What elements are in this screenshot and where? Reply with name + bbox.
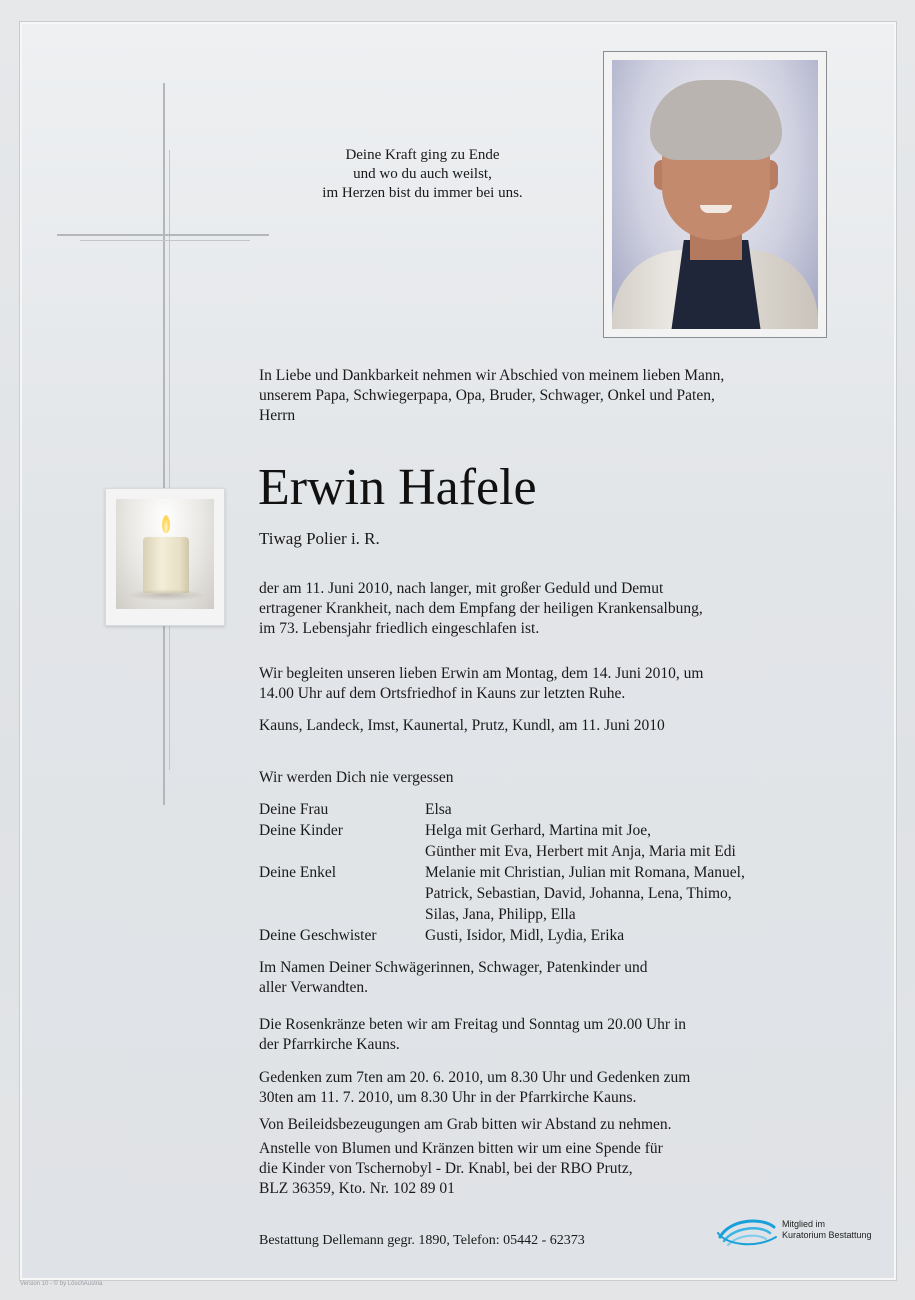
family-label: Deine Kinder	[259, 822, 343, 839]
condolence-line: Von Beileidsbezeugungen am Grab bitten wir Abstand zu nehmen.	[259, 1116, 672, 1133]
donation-line: Anstelle von Blumen und Kränzen bitten wir um eine Spende für	[259, 1140, 663, 1157]
portrait-photo-frame	[603, 51, 827, 338]
family-row	[259, 925, 745, 946]
donation-line: BLZ 36359, Kto. Nr. 102 89 01	[259, 1180, 455, 1197]
family-row	[259, 862, 745, 925]
candle-flame	[162, 515, 170, 533]
family-names	[425, 925, 624, 946]
memorial-note	[259, 1068, 690, 1108]
logo-line: Kuratorium Bestattung	[782, 1230, 872, 1240]
rosary-line: der Pfarrkirche Kauns.	[259, 1036, 400, 1053]
family-names	[425, 799, 452, 820]
funeral-home-footer: Bestattung Dellemann gegr. 1890, Telefon: 05442 - 62373	[259, 1233, 585, 1248]
deceased-title: Tiwag Polier i. R.	[259, 529, 380, 548]
family-label: Deine Frau	[259, 801, 329, 818]
candle-body	[143, 537, 189, 593]
deceased-name: Erwin Hafele	[258, 459, 537, 516]
death-notice-line: ertragener Krankheit, nach dem Empfang der heiligen Krankensalbung,	[259, 600, 703, 617]
family-names	[425, 862, 745, 925]
relatives-note	[259, 958, 647, 998]
motto-line: Deine Kraft ging zu Ende	[345, 147, 500, 163]
death-notice	[259, 579, 703, 639]
family-label: Deine Geschwister	[259, 927, 377, 944]
relatives-line: Im Namen Deiner Schwägerinnen, Schwager, Patenkinder und	[259, 959, 648, 976]
family-list	[259, 799, 745, 946]
motto-line: und wo du auch weilst,	[353, 166, 492, 182]
funeral-line: 14.00 Uhr auf dem Ortsfriedhof in Kauns zur letzten Ruhe.	[259, 685, 626, 702]
rosary-note	[259, 1015, 686, 1055]
kuratorium-logo	[716, 1213, 872, 1253]
version-credit: Version 10 - © by LöschAustria	[20, 1281, 103, 1287]
family-name-line: Silas, Jana, Philipp, Ella	[425, 906, 576, 923]
condolence-note	[259, 1115, 672, 1135]
family-name-line: Melanie mit Christian, Julian mit Romana, Manuel,	[425, 864, 745, 881]
memorial-line: 30ten am 11. 7. 2010, um 8.30 Uhr in der Pfarrkirche Kauns.	[259, 1089, 637, 1106]
candle-image	[116, 499, 214, 609]
motto-line: im Herzen bist du immer bei uns.	[322, 185, 523, 201]
relatives-line: aller Verwandten.	[259, 979, 369, 996]
intro-line: Herrn	[259, 407, 296, 424]
motto-verse	[280, 146, 565, 203]
family-name-line: Elsa	[425, 801, 452, 818]
logo-line: Mitglied im	[782, 1219, 826, 1229]
family-names	[425, 820, 736, 862]
family-row	[259, 799, 745, 820]
family-name-line: Patrick, Sebastian, David, Johanna, Lena, Thimo,	[425, 885, 732, 902]
family-name-line: Günther mit Eva, Herbert mit Anja, Maria mit Edi	[425, 843, 736, 860]
family-row	[259, 820, 745, 862]
family-name-line: Gusti, Isidor, Midl, Lydia, Erika	[425, 927, 625, 944]
place-date	[259, 716, 665, 736]
candle-icon	[105, 488, 225, 626]
death-notice-line: der am 11. Juni 2010, nach langer, mit großer Geduld und Demut	[259, 580, 664, 597]
family-name-line: Helga mit Gerhard, Martina mit Joe,	[425, 822, 651, 839]
logo-text	[782, 1219, 872, 1241]
swirl-logo-icon	[716, 1213, 780, 1251]
cross-horizontal-line	[80, 240, 250, 241]
cross-vertical-line	[169, 150, 170, 770]
cross-horizontal-bar	[57, 234, 269, 236]
funeral-line: Wir begleiten unseren lieben Erwin am Montag, dem 14. Juni 2010, um	[259, 665, 704, 682]
portrait-photo	[612, 60, 818, 329]
donation-note	[259, 1139, 663, 1199]
remembrance-line	[259, 768, 454, 788]
intro-line: unserem Papa, Schwiegerpapa, Opa, Bruder, Schwager, Onkel und Paten,	[259, 387, 715, 404]
cross-vertical-bar	[163, 83, 165, 805]
remembrance-text: Wir werden Dich nie vergessen	[259, 769, 454, 786]
rosary-line: Die Rosenkränze beten wir am Freitag und Sonntag um 20.00 Uhr in	[259, 1016, 687, 1033]
donation-line: die Kinder von Tschernobyl - Dr. Knabl, bei der RBO Prutz,	[259, 1160, 633, 1177]
memorial-line: Gedenken zum 7ten am 20. 6. 2010, um 8.30 Uhr und Gedenken zum	[259, 1069, 691, 1086]
candle-shadow	[126, 589, 206, 601]
intro-line: In Liebe und Dankbarkeit nehmen wir Abschied von meinem lieben Mann,	[259, 367, 725, 384]
photo-smile	[700, 205, 732, 213]
family-label: Deine Enkel	[259, 864, 337, 881]
intro-text	[259, 366, 839, 426]
photo-hair	[650, 80, 782, 160]
death-notice-line: im 73. Lebensjahr friedlich eingeschlafen ist.	[259, 620, 540, 637]
funeral-notice	[259, 664, 703, 704]
place-date-line: Kauns, Landeck, Imst, Kaunertal, Prutz, Kundl, am 11. Juni 2010	[259, 717, 665, 734]
